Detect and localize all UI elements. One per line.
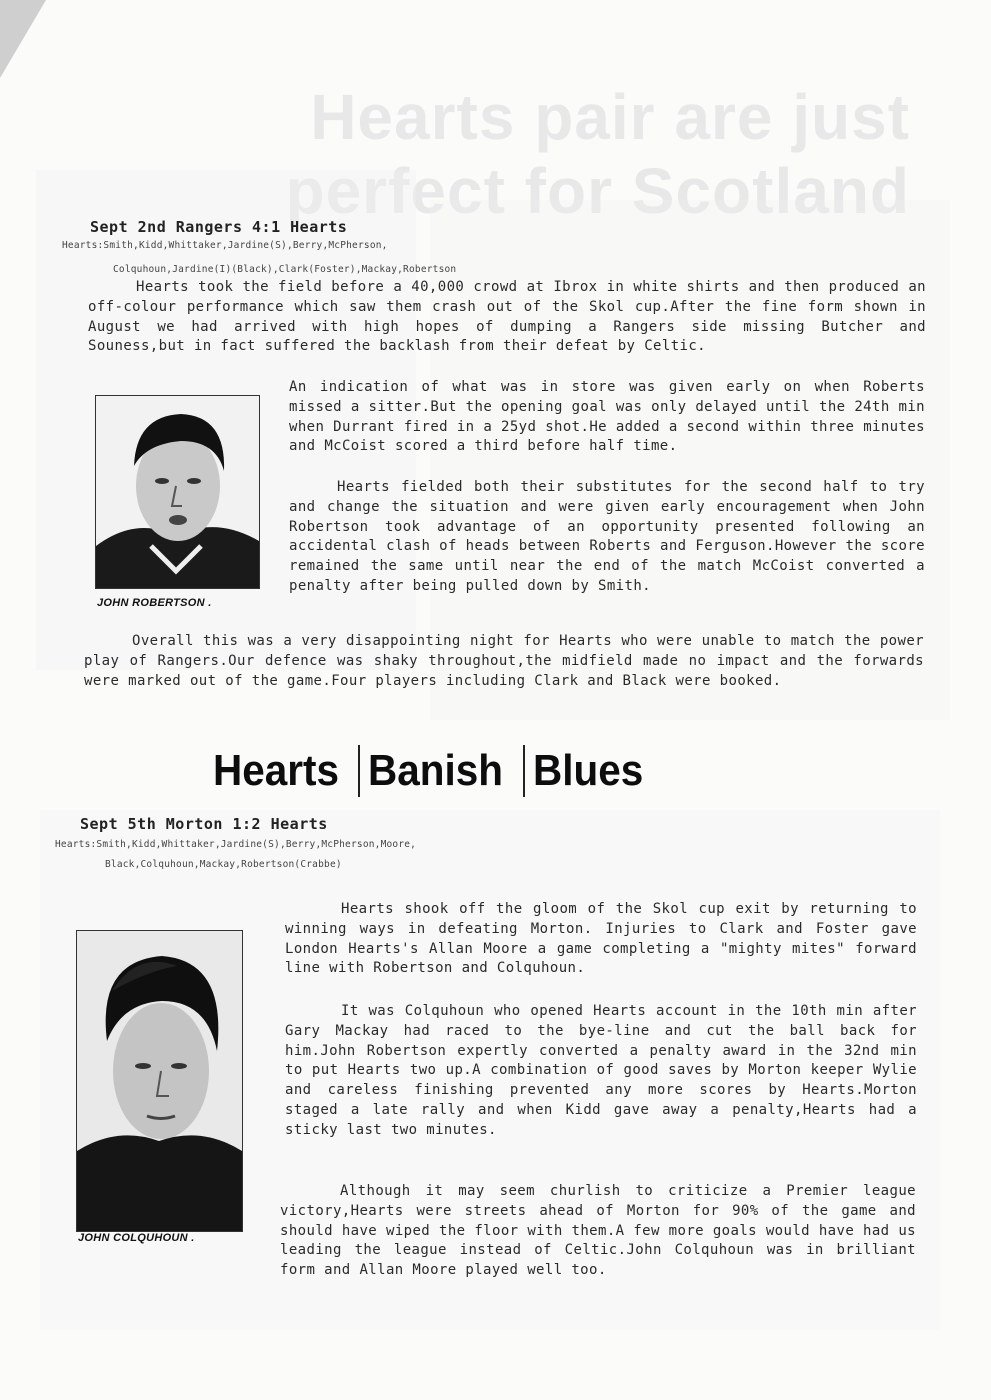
- john-colquhoun-photo: [76, 930, 243, 1232]
- banner-word-banish: Banish: [367, 746, 503, 795]
- hearts-banish-blues-banner: [213, 740, 723, 802]
- article2-paragraph2: [285, 1002, 917, 1141]
- article2-text-3: Although it may seem churlish to criticize a Premier league victory,Hearts were streets ahead of Morton for 90% of the game and should have wiped the floor with them.A few more goals would have had us leading the league instead of Celtic.John Colquhoun was in brilliant form and Allan Moore played well too.: [280, 1183, 916, 1279]
- john-robertson-photo: [95, 395, 260, 589]
- article1-lineup-line1: Hearts:Smith,Kidd,Whittaker,Jardine(S),Berry,McPherson,: [62, 240, 388, 251]
- article2-heading: Sept 5th Morton 1:2 Hearts: [80, 815, 328, 833]
- article2-text-2: It was Colquhoun who opened Hearts account in the 10th min after Gary Mackay had raced to the bye-line and cut the ball back for him.John Robertson expertly converted a penalty award in the 32nd min to put Hearts two up.A combination of good saves by Morton keeper Wylie and careless finishing prevented any more scores by Hearts.Morton staged a late rally and when Kidd gave away a penalty,Hearts had a sticky last two minutes.: [285, 1003, 917, 1138]
- john-robertson-caption: JOHN ROBERTSON .: [97, 597, 212, 609]
- banner-divider: [358, 745, 360, 797]
- article1-text-side1: An indication of what was in store was given early on when Roberts missed a sitter.But the opening goal was only delayed until the 24th min when Durrant fired in a 25yd shot.He added a second within three minutes and McCoist scored a third before half time.: [289, 379, 925, 455]
- article1-text-side2: Hearts fielded both their substitutes for the second half to try and change the situation and were given early encouragement when John Robertson took advantage of an opportunity presented following an accidental clash of heads between Roberts and Ferguson.However the score remained the same until near the end of the match McCoist converted a penalty after being pulled down by Smith.: [289, 479, 925, 594]
- article2-lineup-line2: Black,Colquhoun,Mackay,Robertson(Crabbe): [105, 859, 342, 870]
- article1-paragraph-side1: [289, 378, 925, 457]
- banner-word-hearts: Hearts: [213, 746, 340, 795]
- article1-paragraph-side2: [289, 478, 925, 597]
- article2-text-1: Hearts shook off the gloom of the Skol cup exit by returning to winning ways in defeating Morton. Injuries to Clark and Foster gave London Hearts's Allan Moore a game completing a "mighty mites" forward line with Robertson and Colquhoun.: [285, 901, 917, 977]
- article1-heading: Sept 2nd Rangers 4:1 Hearts: [90, 218, 348, 236]
- article2-paragraph3: [280, 1182, 916, 1281]
- folded-corner: [0, 0, 46, 78]
- article1-text-top: Hearts took the field before a 40,000 crowd at Ibrox in white shirts and then produced an off-colour performance which saw them crash out of the Skol cup.After the fine form shown in August we had arrived with high hopes of dumping a Rangers side missing Butcher and Souness,but in fact suffered the backlash from their defeat by Celtic.: [88, 279, 926, 355]
- article2-paragraph1: [285, 900, 917, 979]
- article1-paragraph-bottom: [84, 632, 924, 691]
- background-headline: Hearts pair are just perfect for Scotland: [285, 81, 910, 227]
- banner-divider: [523, 745, 525, 797]
- john-colquhoun-caption: JOHN COLQUHOUN .: [78, 1232, 195, 1244]
- article1-lineup-line2: Colquhoun,Jardine(I)(Black),Clark(Foster),Mackay,Robertson: [113, 264, 457, 275]
- banner-word-blues: Blues: [532, 746, 643, 795]
- article2-lineup-line1: Hearts:Smith,Kidd,Whittaker,Jardine(S),Berry,McPherson,Moore,: [55, 839, 417, 850]
- article1-paragraph-top: [88, 278, 926, 357]
- article1-text-bottom: Overall this was a very disappointing night for Hearts who were unable to match the power play of Rangers.Our defence was shaky throughout,the midfield made no impact and the forwards were marked out of the game.Four players including Clark and Black were booked.: [84, 633, 924, 689]
